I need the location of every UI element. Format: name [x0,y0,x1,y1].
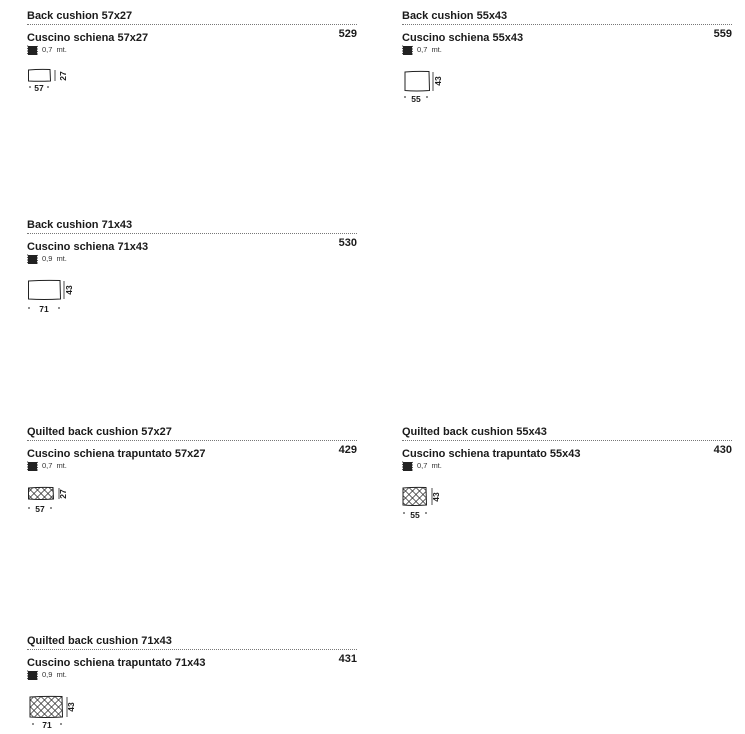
cushion-drawing [27,277,87,315]
product-code: 559 [713,28,732,40]
fabric-requirement [27,253,357,267]
product-name-it: Cuscino schiena trapuntato 55x43 [402,448,581,460]
fabric-amount: 0,9 [42,670,53,679]
quilted-cushion-sketch-icon [27,693,87,731]
fabric-requirement [27,460,357,474]
fabric-amount: 0,9 [42,254,53,263]
fabric-requirement [402,44,732,58]
product-name-en: Quilted back cushion 55x43 [402,426,732,441]
height-dimension: 27 [58,489,68,499]
fabric-amount: 0,7 [417,45,428,54]
product-card [27,10,357,93]
product-card [27,635,357,730]
fabric-unit: mt. [56,254,67,263]
cushion-drawing [27,483,87,515]
product-code: 429 [338,444,357,456]
fabric-amount: 0,7 [42,45,53,54]
fabric-swatch-icon [27,254,38,265]
width-dimension: 55 [410,510,420,520]
fabric-unit: mt. [56,670,67,679]
product-name-en: Back cushion 71x43 [27,219,357,234]
product-name-row [27,237,357,253]
product-name-row [402,28,732,44]
height-dimension: 27 [58,71,68,81]
fabric-unit: mt. [56,461,67,470]
width-dimension: 57 [35,504,45,514]
product-name-en: Back cushion 55x43 [402,10,732,25]
cushion-drawing [402,484,462,522]
product-name-row [27,444,357,460]
cushion-drawing [27,693,87,731]
product-name-en: Back cushion 57x27 [27,10,357,25]
fabric-swatch-icon [402,461,413,472]
product-code: 529 [338,28,357,40]
height-dimension: 43 [431,492,441,502]
fabric-unit: mt. [431,45,442,54]
product-code: 530 [338,237,357,249]
width-dimension: 55 [411,94,421,104]
fabric-unit: mt. [431,461,442,470]
product-name-en: Quilted back cushion 57x27 [27,426,357,441]
fabric-swatch-icon [27,670,38,681]
product-name-en: Quilted back cushion 71x43 [27,635,357,650]
product-card [402,426,732,520]
product-name-it: Cuscino schiena 57x27 [27,32,149,44]
product-name-it: Cuscino schiena trapuntato 57x27 [27,448,206,460]
cushion-sketch-icon [27,277,87,315]
product-card [27,219,357,314]
product-name-row [402,444,732,460]
fabric-amount: 0,7 [417,461,428,470]
product-code: 431 [338,653,357,665]
cushion-drawing [402,68,462,106]
product-name-it: Cuscino schiena 55x43 [402,32,524,44]
fabric-swatch-icon [27,461,38,472]
fabric-amount: 0,7 [42,461,53,470]
fabric-requirement [27,669,357,683]
width-dimension: 71 [42,720,52,730]
product-card [27,426,357,514]
fabric-requirement [402,460,732,474]
fabric-swatch-icon [402,45,413,56]
fabric-unit: mt. [56,45,67,54]
width-dimension: 71 [39,304,49,314]
fabric-swatch-icon [27,45,38,56]
product-name-it: Cuscino schiena 71x43 [27,241,149,253]
fabric-requirement [27,44,357,58]
product-name-row [27,653,357,669]
cushion-drawing [27,66,87,96]
height-dimension: 43 [66,702,76,712]
product-code: 430 [713,444,732,456]
width-dimension: 57 [34,83,44,93]
height-dimension: 43 [433,76,443,86]
height-dimension: 43 [64,285,74,295]
product-name-it: Cuscino schiena trapuntato 71x43 [27,657,206,669]
product-name-row [27,28,357,44]
product-card [402,10,732,104]
